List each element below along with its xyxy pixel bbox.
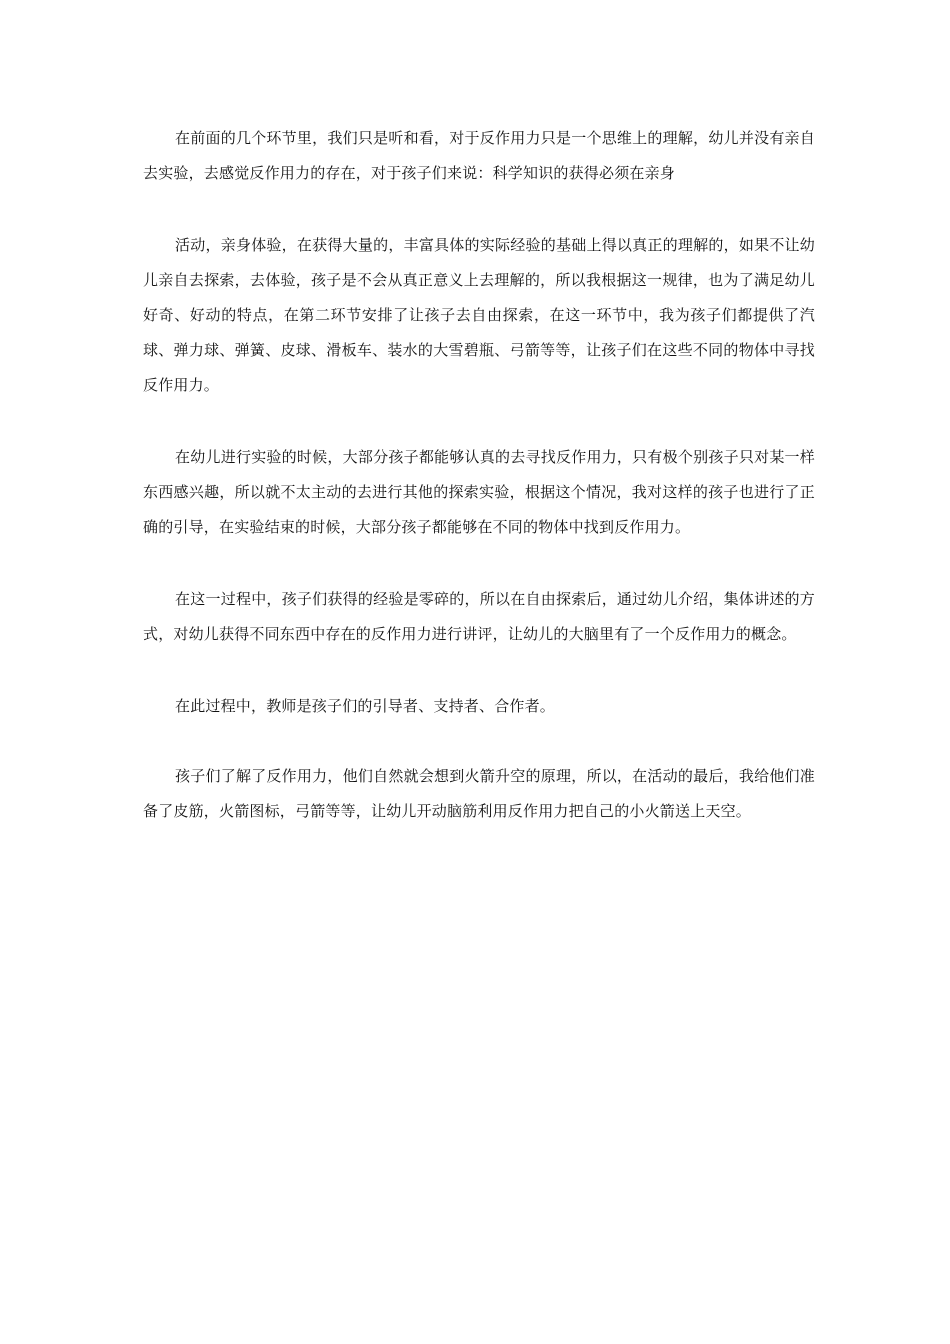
paragraph-4: 在这一过程中，孩子们获得的经验是零碎的，所以在自由探索后，通过幼儿介绍，集体讲述的方式，对幼儿获得不同东西中存在的反作用力进行讲评，让幼儿的大脑里有了一个反作用力的概念。 xyxy=(143,590,815,643)
paragraph-6: 孩子们了解了反作用力，他们自然就会想到火箭升空的原理，所以，在活动的最后，我给他们准备了皮筋，火箭图标，弓箭等等，让幼儿开动脑筋利用反作用力把自己的小火箭送上天空。 xyxy=(143,767,815,820)
paragraph-2: 活动，亲身体验，在获得大量的，丰富具体的实际经验的基础上得以真正的理解的，如果不让幼儿亲自去探索，去体验，孩子是不会从真正意义上去理解的，所以我根据这一规律，也为了满足幼儿好奇、好动的特点，在第二环节安排了让孩子去自由探索，在这一环节中，我为孩子们都提供了汽球、弹力球、弹簧、皮球、滑板车、装水的大雪碧瓶、弓箭等等，让孩子们在这些不同的物体中寻找反作用力。 xyxy=(143,236,815,394)
paragraph-5: 在此过程中，教师是孩子们的引导者、支持者、合作者。 xyxy=(175,697,556,715)
paragraph-3: 在幼儿进行实验的时候，大部分孩子都能够认真的去寻找反作用力，只有极个别孩子只对某一样东西感兴趣，所以就不太主动的去进行其他的探索实验，根据这个情况，我对这样的孩子也进行了正确的引导，在实验结束的时候，大部分孩子都能够在不同的物体中找到反作用力。 xyxy=(143,448,815,536)
document-body xyxy=(143,121,815,866)
paragraph-1: 在前面的几个环节里，我们只是听和看，对于反作用力只是一个思维上的理解，幼儿并没有亲自去实验，去感觉反作用力的存在，对于孩子们来说：科学知识的获得必须在亲身 xyxy=(143,129,815,182)
